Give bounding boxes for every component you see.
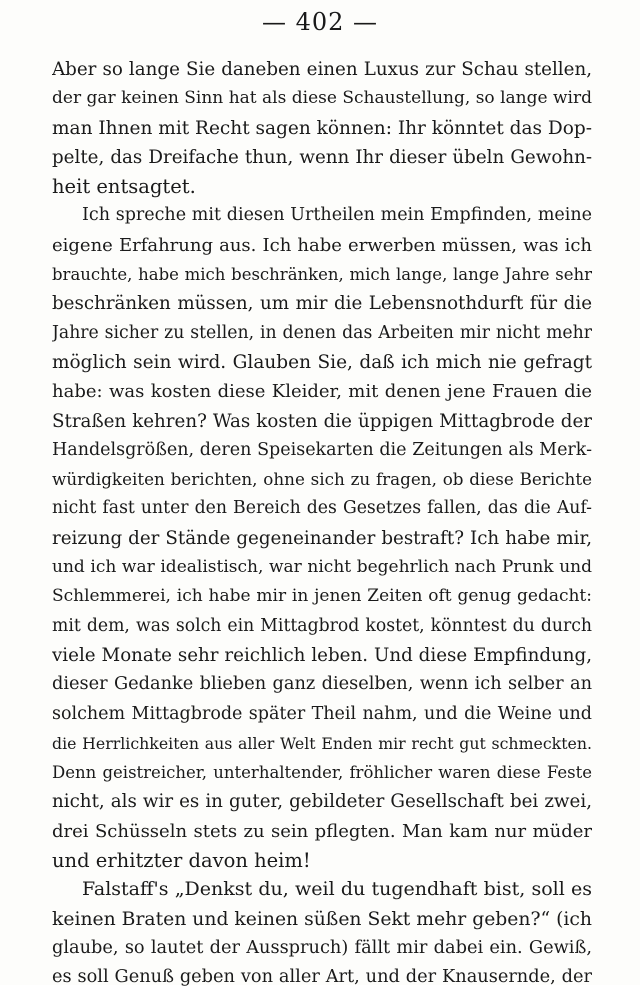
text-line: Jahre sicher zu stellen, in denen das Arbeiten mir nicht mehr	[52, 322, 592, 343]
text-line: Falstaff's „Denkst du, weil du tugendhaft bist, soll es	[82, 878, 592, 901]
text-line: Denn geistreicher, unterhaltender, fröhlicher waren diese Feste	[52, 763, 592, 783]
page-number: — 402 —	[261, 8, 379, 36]
text-line: drei Schüsseln stets zu sein pflegten. Man kam nur müder	[52, 820, 592, 842]
text-line: möglich sein wird. Glauben Sie, daß ich mich nie gefragt	[52, 351, 592, 373]
text-line: Aber so lange Sie daneben einen Luxus zur Schau stellen,	[52, 59, 592, 80]
text-line: glaube, so lautet der Ausspruch) fällt mir dabei ein. Gewiß,	[52, 937, 592, 958]
text-line: reizung der Stände gegeneinander bestraft? Ich habe mir,	[52, 527, 592, 549]
text-line: Ich spreche mit diesen Urtheilen mein Empfinden, meine	[82, 205, 592, 226]
text-line: man Ihnen mit Recht sagen können: Ihr könntet das Dop-	[52, 117, 592, 139]
text-line: Straßen kehren? Was kosten die üppigen Mittagbrode der	[52, 410, 592, 432]
text-line: beschränken müssen, um mir die Lebensnothdurft für die	[52, 293, 592, 315]
text-line: die Herrlichkeiten aus aller Welt Enden mir recht gut schmeckten.	[52, 733, 592, 753]
text-line: und ich war idealistisch, war nicht begehrlich nach Prunk und	[52, 557, 592, 578]
text-line: würdigkeiten berichten, ohne sich zu fragen, ob diese Berichte	[52, 469, 592, 490]
text-line: Schlemmerei, ich habe mir in jenen Zeiten oft genug gedacht:	[52, 586, 592, 607]
text-line: habe: was kosten diese Kleider, mit denen jene Frauen die	[52, 381, 592, 403]
text-line: und erhitzter davon heim!	[52, 849, 311, 873]
text-line: es soll Genuß geben von aller Art, und der Knausernde, der	[52, 967, 592, 988]
text-line: pelte, das Dreifache thun, wenn Ihr dieser übeln Gewohn-	[52, 146, 592, 168]
text-line: viele Monate sehr reichlich leben. Und diese Empfindung,	[52, 644, 592, 666]
text-line: eigene Erfahrung aus. Ich habe erwerben müssen, was ich	[52, 234, 592, 256]
text-line: dieser Gedanke blieben ganz dieselben, wenn ich selber an	[52, 674, 592, 695]
text-line: der gar keinen Sinn hat als diese Schaustellung, so lange wird	[52, 88, 592, 109]
text-line: nicht fast unter den Bereich des Gesetzes fallen, das die Auf-	[52, 498, 592, 519]
body-text	[52, 55, 592, 993]
text-line: mit dem, was solch ein Mittagbrod kostet, könntest du durch	[52, 615, 592, 636]
text-line: nicht, als wir es in guter, gebildeter Gesellschaft bei zwei,	[52, 791, 592, 813]
text-line: heit entsagtet.	[52, 175, 196, 199]
text-line: Handelsgrößen, deren Speisekarten die Zeitungen als Merk-	[52, 439, 592, 460]
text-line: solchem Mittagbrode später Theil nahm, und die Weine und	[52, 703, 592, 724]
text-line: brauchte, habe mich beschränken, mich lange, lange Jahre sehr	[52, 265, 592, 285]
text-line: keinen Braten und keinen süßen Sekt mehr geben?“ (ich	[52, 908, 592, 930]
